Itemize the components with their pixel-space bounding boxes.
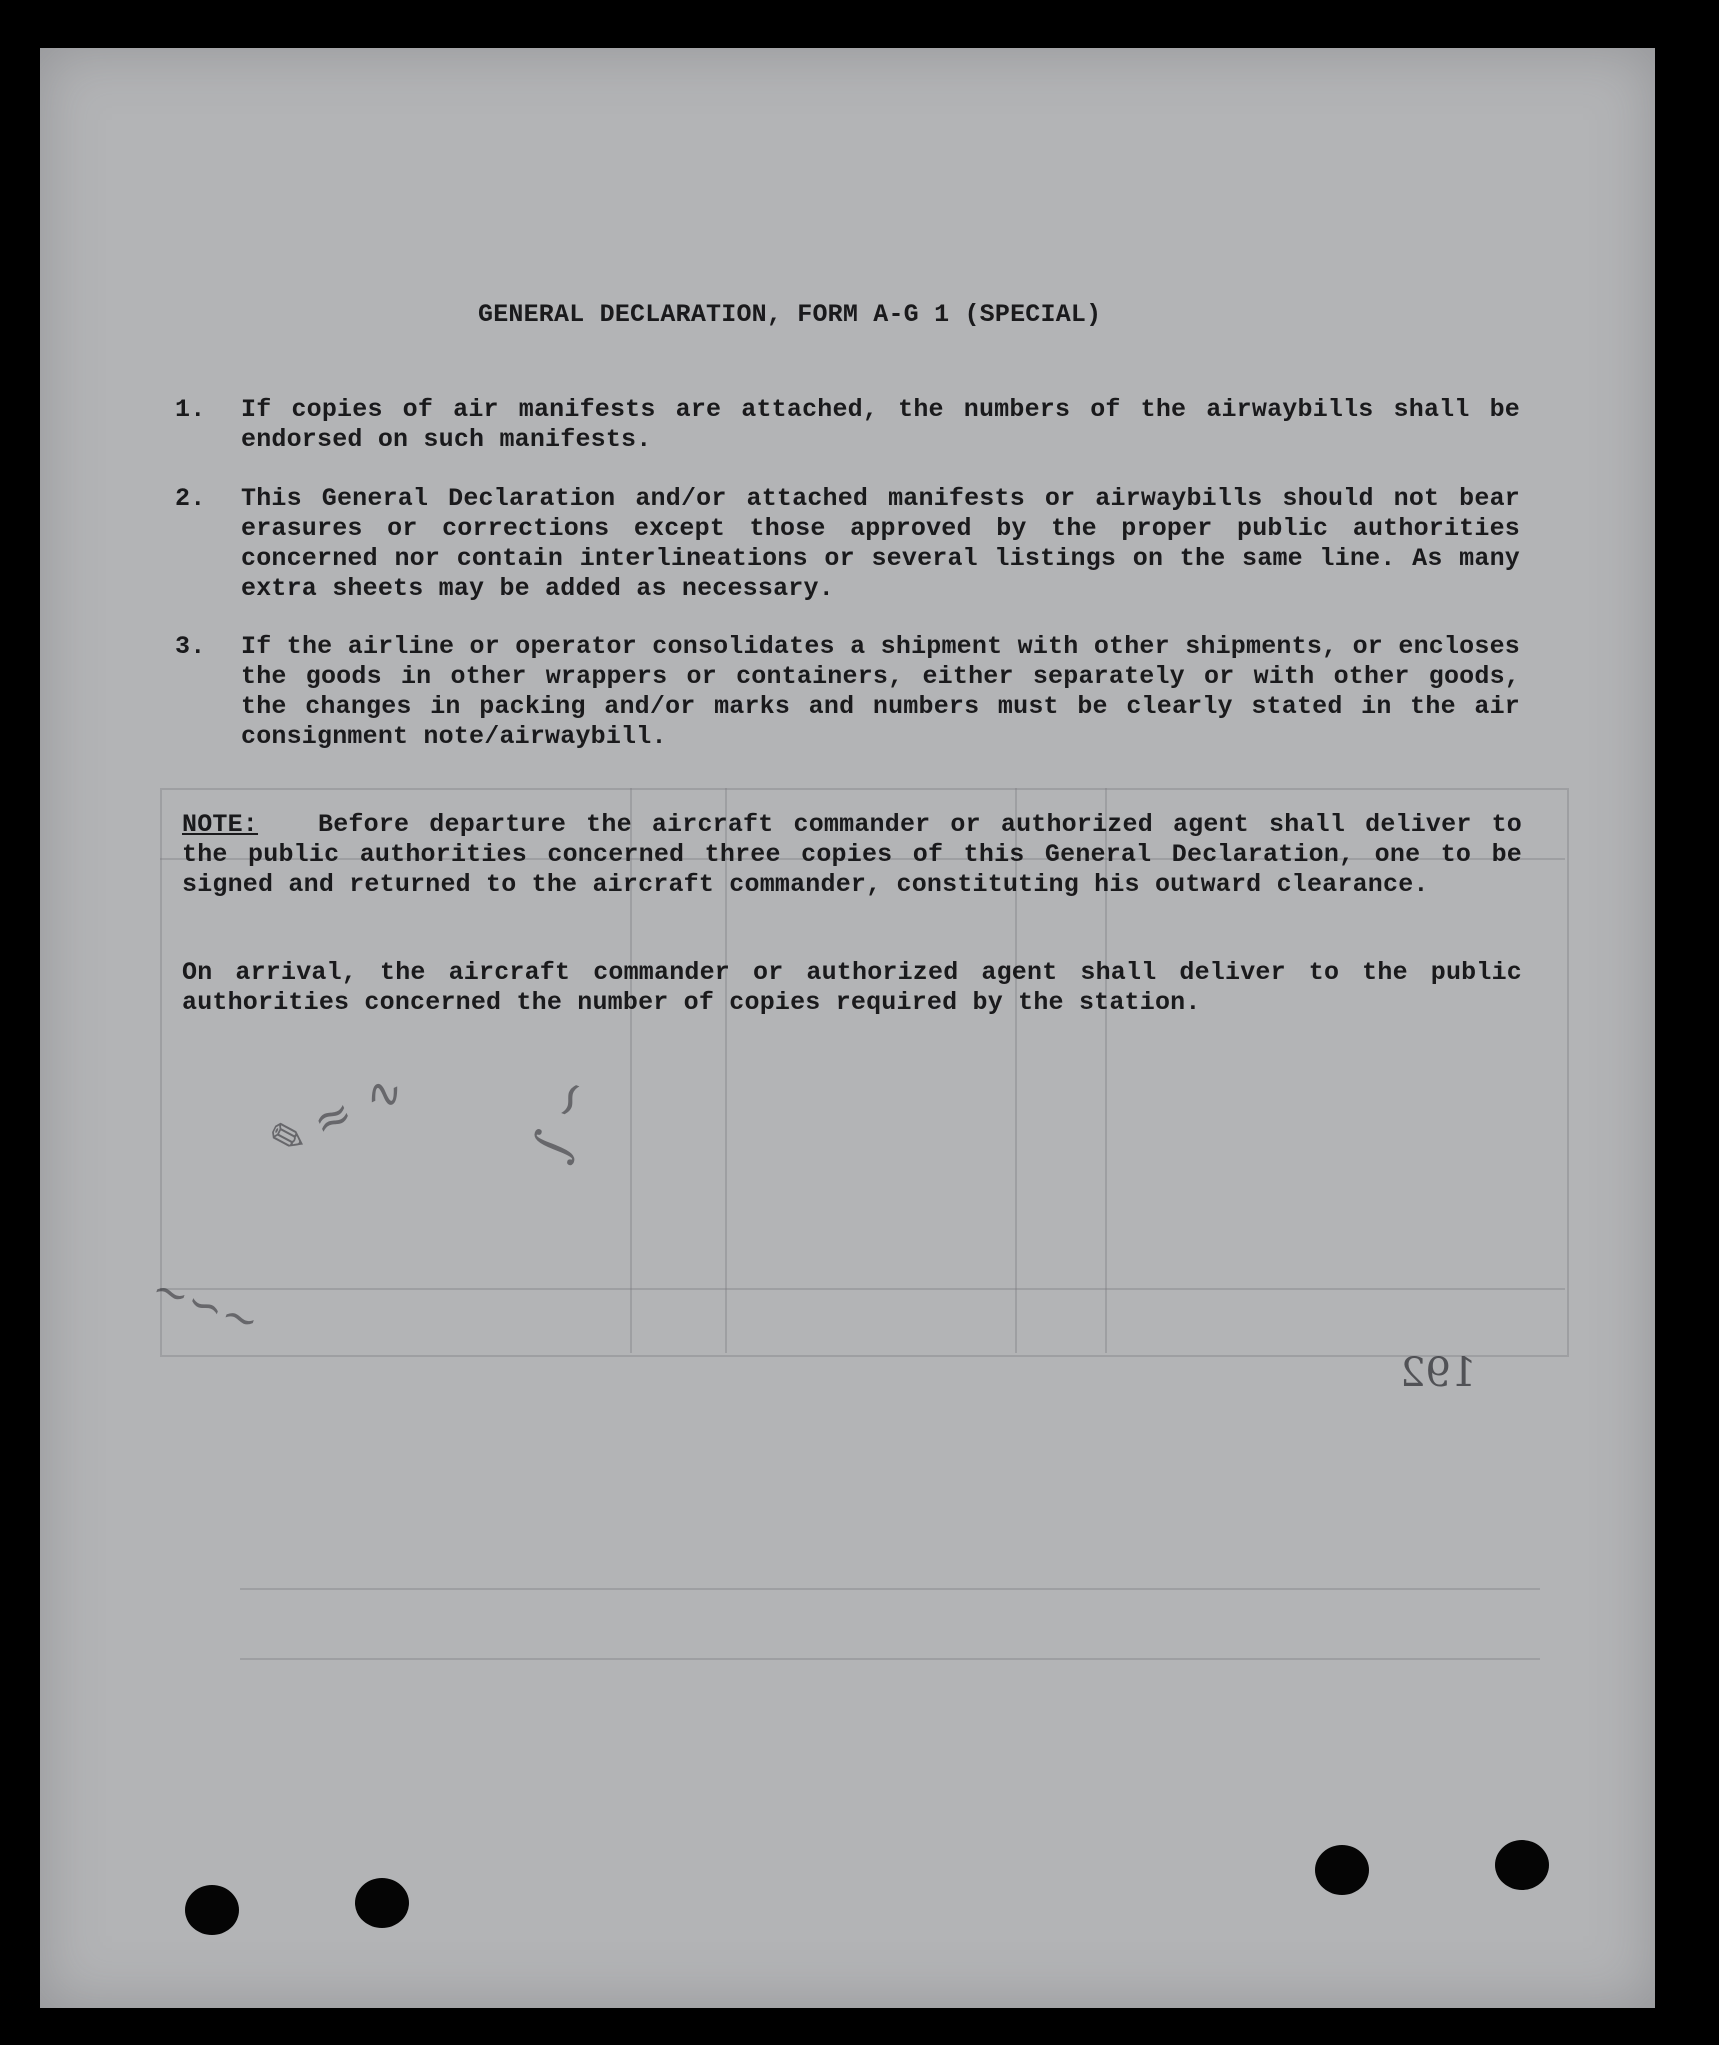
item-text: This General Declaration and/or attached manifests or airwaybills should not bear erasures or corrections except those approved by the proper public authorities concerned nor contain interlineations or several listings on the same line. As many extra sheets may be added as necessary. — [241, 484, 1520, 603]
handwritten-annotation: ∼∽∼ — [144, 1262, 266, 1349]
punch-hole — [1495, 1840, 1549, 1890]
document-sheet — [40, 48, 1655, 2008]
punch-hole — [1315, 1845, 1369, 1895]
bleed-through-rule — [240, 1588, 1540, 1590]
page-number: 192 — [1400, 1350, 1477, 1396]
arrival-paragraph: On arrival, the aircraft commander or authorized agent shall deliver to the public authorities concerned the number of copies required by the station. — [182, 958, 1522, 1017]
document-title: GENERAL DECLARATION, FORM A-G 1 (SPECIAL) — [478, 300, 1102, 329]
item-text: If the airline or operator consolidates a shipment with other shipments, or encloses the goods in other wrappers or containers, either separately or with other goods, the changes in packing and/or marks and numbers must be clearly stated in the air consignment note/airwaybill. — [241, 632, 1520, 751]
item-text: If copies of air manifests are attached, the numbers of the airwaybills shall be endorsed on such manifests. — [241, 395, 1520, 454]
note-label: NOTE: — [182, 810, 259, 839]
item-number: 2. — [175, 484, 206, 513]
handwritten-annotation: ∫ ∽ — [520, 1069, 604, 1169]
item-number: 3. — [175, 632, 206, 661]
instruction-item-3 — [175, 632, 1520, 752]
instruction-item-1 — [175, 395, 1520, 455]
note-paragraph — [182, 810, 1522, 900]
note-text: Before departure the aircraft commander or authorized agent shall deliver to the public authorities concerned three copies of this General Declaration, one to be signed and returned to the aircraft commander, constituting his outward clearance. — [182, 810, 1522, 899]
bleed-through-rule — [160, 1288, 1565, 1290]
punch-hole — [185, 1885, 239, 1935]
handwritten-annotation: ✎ ≈ ∿ — [255, 1061, 410, 1173]
item-number: 1. — [175, 395, 206, 424]
punch-hole — [355, 1878, 409, 1928]
bleed-through-rule — [240, 1658, 1540, 1660]
instruction-item-2 — [175, 484, 1520, 604]
